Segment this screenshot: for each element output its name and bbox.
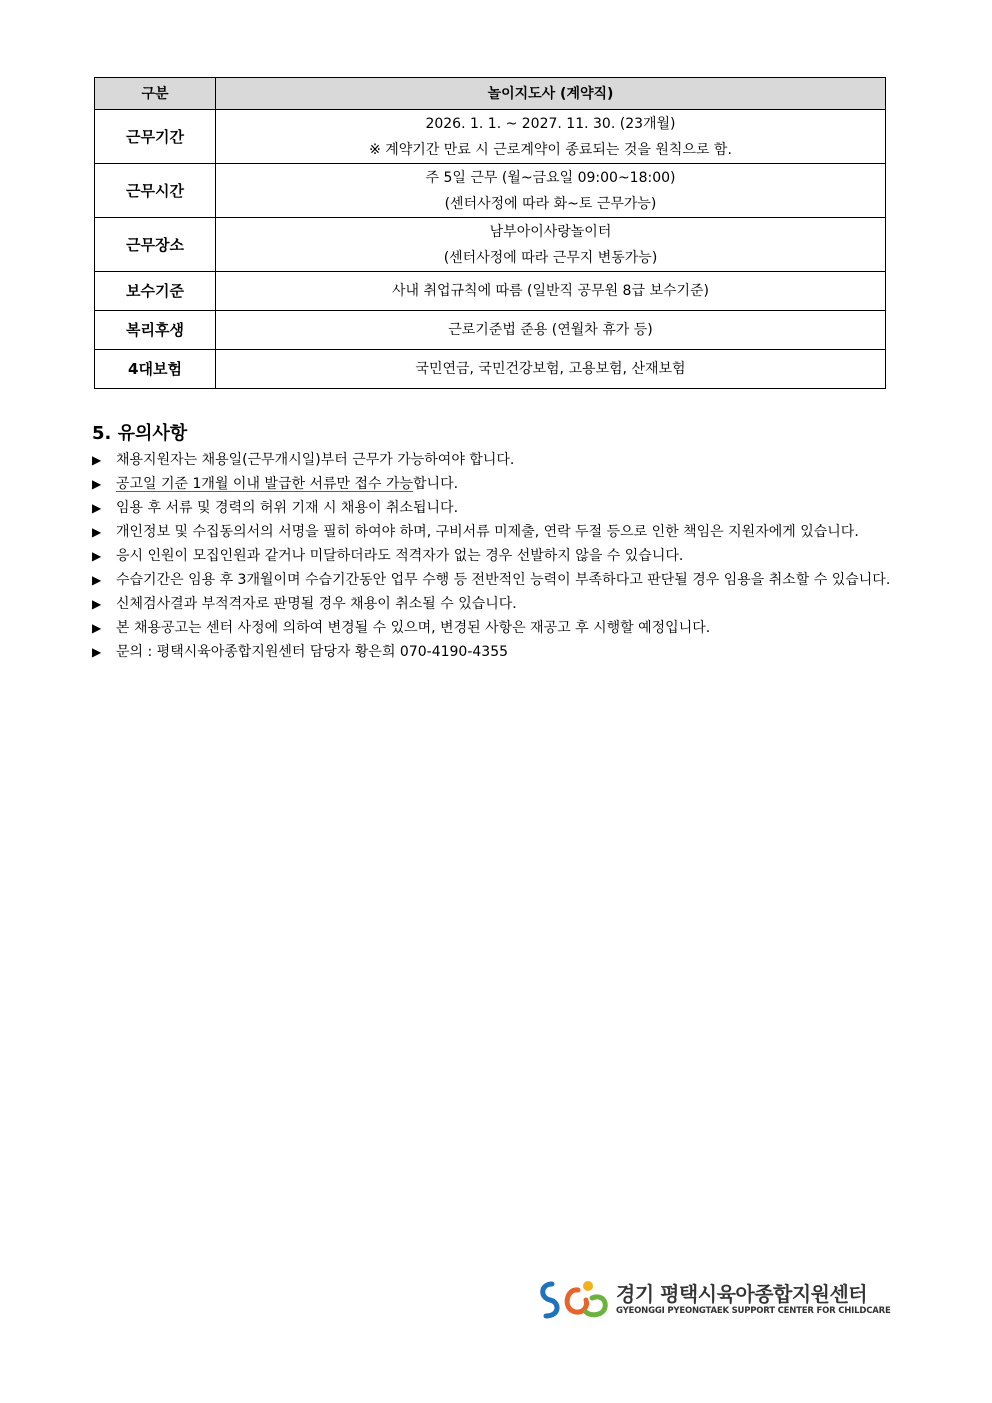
row-value bbox=[216, 164, 886, 218]
recruitment-info-table bbox=[94, 77, 886, 389]
table-header-row bbox=[95, 78, 886, 110]
notes-list bbox=[92, 448, 894, 664]
note-text: 개인정보 및 수집동의서의 서명을 필히 하여야 하며, 구비서류 미제출, 연락 두절 등으로 인한 책임은 지원자에게 있습니다. bbox=[116, 524, 859, 540]
header-position: 놀이지도사 (계약직) bbox=[216, 78, 886, 110]
list-item bbox=[92, 496, 894, 520]
row-value: 국민연금, 국민건강보험, 고용보험, 산재보험 bbox=[216, 350, 886, 389]
row-value bbox=[216, 218, 886, 272]
row-value bbox=[216, 110, 886, 164]
bullet-icon: ▶ bbox=[92, 597, 102, 611]
row-value-line: (센터사정에 따라 근무지 변동가능) bbox=[443, 249, 658, 266]
note-text: 문의 : 평택시육아종합지원센터 담당자 황은희 070-4190-4355 bbox=[116, 644, 509, 660]
center-logo bbox=[538, 1276, 898, 1324]
note-text: 본 채용공고는 센터 사정에 의하여 변경될 수 있으며, 변경된 사항은 재공고 후 시행할 예정입니다. bbox=[116, 620, 711, 636]
row-value-line: 주 5일 근무 (월~금요일 09:00~18:00) bbox=[425, 169, 676, 186]
bullet-icon: ▶ bbox=[92, 453, 102, 467]
row-value-line: ※ 계약기간 만료 시 근로계약이 종료되는 것을 원칙으로 함. bbox=[369, 141, 732, 158]
row-label: 근무시간 bbox=[95, 164, 216, 218]
table-row-insurance bbox=[95, 350, 886, 389]
table-row-pay bbox=[95, 272, 886, 311]
bullet-icon: ▶ bbox=[92, 477, 102, 491]
table-row-welfare bbox=[95, 311, 886, 350]
section-title: 5. 유의사항 bbox=[92, 423, 188, 444]
table-row-hours bbox=[95, 164, 886, 218]
row-label: 근무기간 bbox=[95, 110, 216, 164]
bullet-icon: ▶ bbox=[92, 525, 102, 539]
center-name-korean: 경기 평택시육아종합지원센터 bbox=[616, 1282, 868, 1306]
note-text: 응시 인원이 모집인원과 같거나 미달하더라도 적격자가 없는 경우 선발하지 않을 수 있습니다. bbox=[116, 548, 684, 564]
table-row-period bbox=[95, 110, 886, 164]
center-logo-icon bbox=[538, 1276, 612, 1322]
row-label: 근무장소 bbox=[95, 218, 216, 272]
list-item bbox=[92, 592, 894, 616]
bullet-icon: ▶ bbox=[92, 501, 102, 515]
row-value-line: (센터사정에 따라 화~토 근무가능) bbox=[444, 195, 657, 212]
note-text: 합니다. bbox=[413, 476, 459, 492]
note-text: 수습기간은 임용 후 3개월이며 수습기간동안 업무 수행 등 전반적인 능력이 부족하다고 판단될 경우 임용을 취소할 수 있습니다. bbox=[116, 572, 891, 588]
row-value-line: 남부아이사랑놀이터 bbox=[489, 223, 612, 240]
bullet-icon: ▶ bbox=[92, 621, 102, 635]
list-item bbox=[92, 640, 894, 664]
list-item bbox=[92, 544, 894, 568]
row-label: 보수기준 bbox=[95, 272, 216, 311]
note-text: 임용 후 서류 및 경력의 허위 기재 시 채용이 취소됩니다. bbox=[116, 500, 459, 516]
center-name-english: GYEONGGI PYEONGTAEK SUPPORT CENTER FOR CHILDCARE bbox=[616, 1306, 891, 1316]
row-value: 근로기준법 준용 (연월차 휴가 등) bbox=[216, 311, 886, 350]
note-text: 채용지원자는 채용일(근무개시일)부터 근무가 가능하여야 합니다. bbox=[116, 452, 515, 468]
list-item bbox=[92, 472, 894, 496]
list-item bbox=[92, 568, 894, 592]
note-text: 신체검사결과 부적격자로 판명될 경우 채용이 취소될 수 있습니다. bbox=[116, 596, 517, 612]
bullet-icon: ▶ bbox=[92, 573, 102, 587]
note-text-underlined: 공고일 기준 1개월 이내 발급한 서류만 접수 가능 bbox=[116, 476, 414, 492]
table-row-location bbox=[95, 218, 886, 272]
header-category: 구분 bbox=[95, 78, 216, 110]
list-item bbox=[92, 448, 894, 472]
row-value-line: 2026. 1. 1. ~ 2027. 11. 30. (23개월) bbox=[425, 115, 676, 132]
row-label: 4대보험 bbox=[95, 350, 216, 389]
list-item bbox=[92, 520, 894, 544]
bullet-icon: ▶ bbox=[92, 549, 102, 563]
row-value: 사내 취업규칙에 따름 (일반직 공무원 8급 보수기준) bbox=[216, 272, 886, 311]
bullet-icon: ▶ bbox=[92, 645, 102, 659]
row-label: 복리후생 bbox=[95, 311, 216, 350]
list-item bbox=[92, 616, 894, 640]
